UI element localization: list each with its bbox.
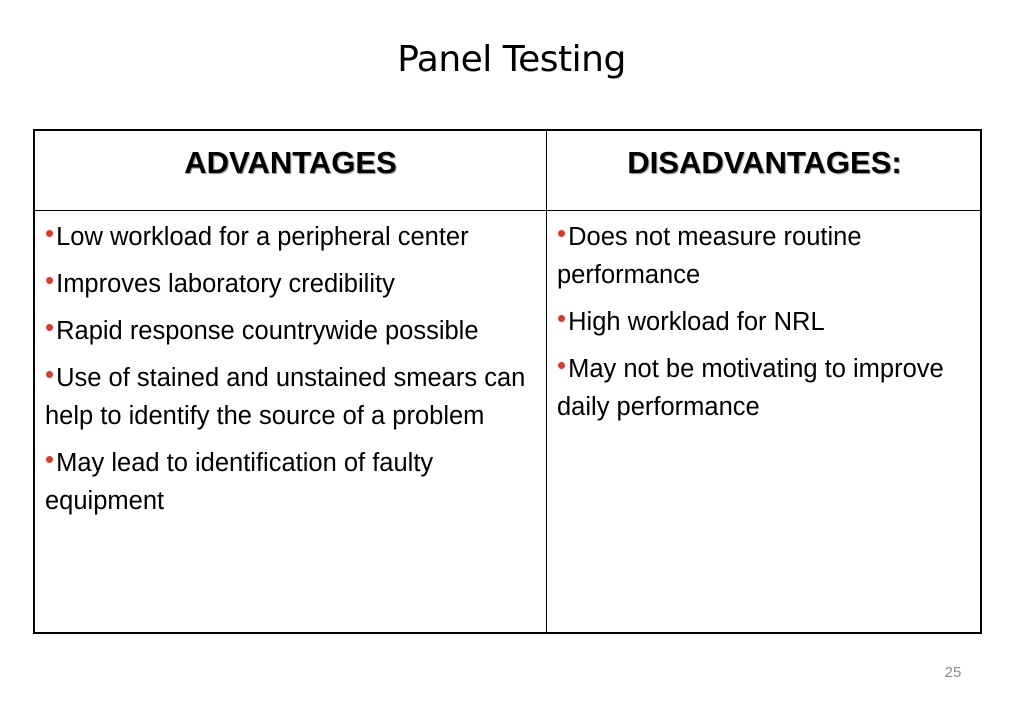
advantages-header: ADVANTAGES [184,145,397,180]
advantage-text: Low workload for a peripheral center [56,223,469,251]
bullet-icon: • [45,359,55,389]
bullet-icon: • [557,303,567,333]
advantage-text: Rapid response countrywide possible [56,317,479,345]
advantage-text: May lead to identification of faulty equipment [45,449,434,515]
page-number: 25 [944,664,962,681]
disadvantage-item [557,349,977,426]
advantage-item [45,443,540,520]
advantage-item [45,358,540,435]
column-divider [546,131,547,632]
disadvantage-text: Does not measure routine performance [557,223,862,289]
bullet-icon: • [45,444,55,474]
bullet-icon: • [45,265,55,295]
bullet-icon: • [45,218,55,248]
advantage-text: Use of stained and unstained smears can help to identify the source of a problem [45,364,526,430]
advantage-item [45,311,540,350]
bullet-icon: • [557,350,567,380]
advantage-item [45,264,540,303]
disadvantages-header: DISADVANTAGES: [627,145,902,180]
advantages-list [45,217,540,528]
slide-title: Panel Testing [397,39,626,80]
bullet-icon: • [557,218,567,248]
bullet-icon: • [45,312,55,342]
disadvantage-item [557,217,977,294]
disadvantage-item [557,302,977,341]
header-divider [35,210,980,211]
disadvantage-text: May not be motivating to improve daily performance [557,355,944,421]
advantage-item [45,217,540,256]
disadvantage-text: High workload for NRL [568,308,825,336]
comparison-table [33,129,982,634]
disadvantages-list [557,217,977,434]
advantage-text: Improves laboratory credibility [56,270,395,298]
